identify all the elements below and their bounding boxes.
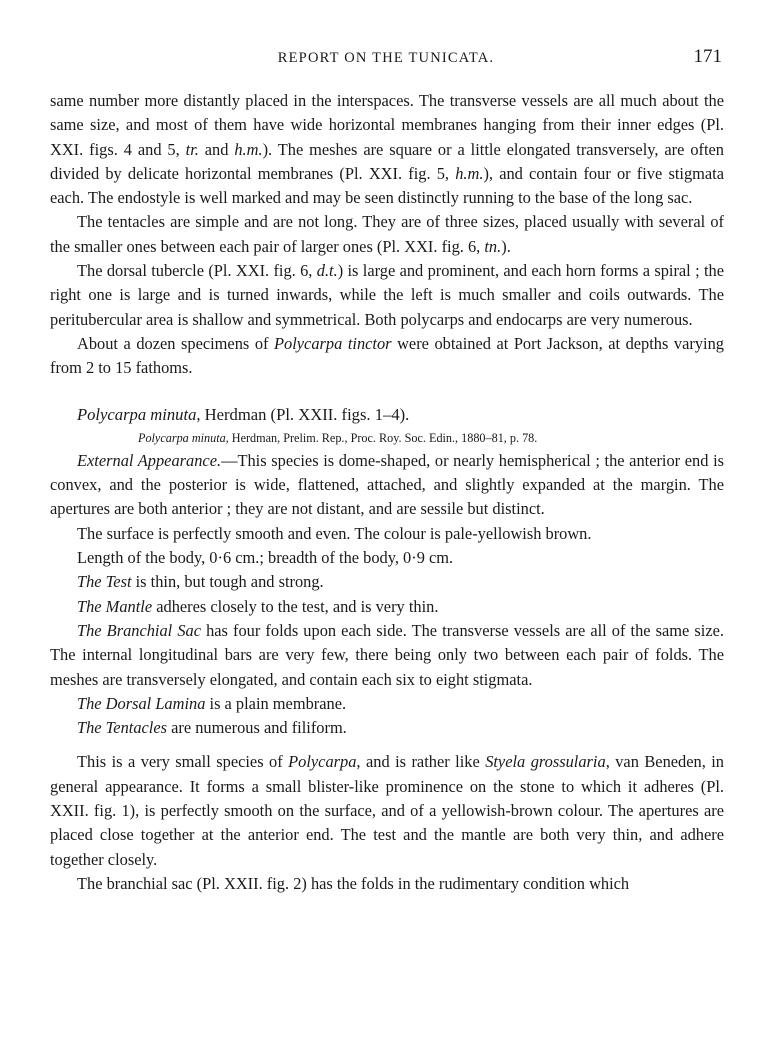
section-spacer [50,740,724,750]
species-heading: Polycarpa minuta, Herdman (Pl. XXII. figs. 1–4). [77,404,410,424]
paragraph-branchial-vessels: same number more distantly placed in the interspaces. The transverse vessels are all much about the same size, and most of them have wide horizontal membranes hanging from their inner edges (Pl. XXI. figs. 4 and 5, tr. and h.m.). The meshes are square or a little elongated transversely, are often divided by delicate horizontal membranes (Pl. XXI. fig. 5, h.m.), and contain four or five stigmata each. The endostyle is well marked and may be seen distinctly running to the base of the long sac. [50,91,725,208]
page-body [50,89,724,896]
paragraph-external-appearance: External Appearance.—This species is dome-shaped, or nearly hemispherical ; the anterior end is convex, and the posterior is wide, flattened, attached, and slightly expanded at the margin. The apertures are both anterior ; they are not distant, and are sessile but distinct. [50,450,724,519]
paragraph-surface: The surface is perfectly smooth and even. The colour is pale-yellowish brown. [77,523,592,543]
paragraph-mantle: The Mantle adheres closely to the test, and is very thin. [77,596,439,616]
paragraph-tentacles: The tentacles are simple and are not long. They are of three sizes, placed usually with several of the smaller ones between each pair of larger ones (Pl. XXI. fig. 6, tn.). [50,212,724,256]
paragraph-measurements: Length of the body, 0·6 cm.; breadth of the body, 0·9 cm. [77,548,454,568]
paragraph-specimens: About a dozen specimens of Polycarpa tinctor were obtained at Port Jackson, at depths varying from 2 to 15 fathoms. [50,333,724,378]
paragraph-tentacles-desc: The Tentacles are numerous and filiform. [77,718,347,738]
page-header [50,46,722,70]
paragraph-test: The Test is thin, but tough and strong. [77,572,324,592]
paragraph-branchial-sac: The Branchial Sac has four folds upon each side. The transverse vessels are all of the same size. The internal longitudinal bars are very few, there being only two between each pair of folds. The meshes are transversely elongated, and contain each six to eight stigmata. [50,620,724,689]
page-number: 171 [693,46,722,67]
running-title: REPORT ON THE TUNICATA. [277,50,495,66]
section-spacer [50,381,724,403]
species-name: Polycarpa minuta [77,404,197,424]
paragraph-discussion: This is a very small species of Polycarpa, and is rather like Styela grossularia, van Beneden, in general appearance. It forms a small blister-like prominence on the stone to which it adheres (Pl. XXII. fig. 1), is perfectly smooth on the surface, and of a yellowish-brown colour. The apertures are placed close together at the anterior end. The test and the mantle are both very thin, and adhere together closely. [50,752,725,869]
paragraph-branchial-folds: The branchial sac (Pl. XXII. fig. 2) has the folds in the rudimentary condition which [77,873,630,893]
paragraph-dorsal-lamina: The Dorsal Lamina is a plain membrane. [77,693,347,713]
species-citation: Polycarpa minuta, Herdman, Prelim. Rep., Proc. Roy. Soc. Edin., 1880–81, p. 78. [138,430,538,445]
paragraph-dorsal-tubercle: The dorsal tubercle (Pl. XXI. fig. 6, d.t.) is large and prominent, and each horn forms a spiral ; the right one is large and is turned inwards, while the left is much smaller and coils outwards. The peritubercular area is shallow and symmetrical. Both polycarps and endocarps are very numerous. [50,261,724,329]
